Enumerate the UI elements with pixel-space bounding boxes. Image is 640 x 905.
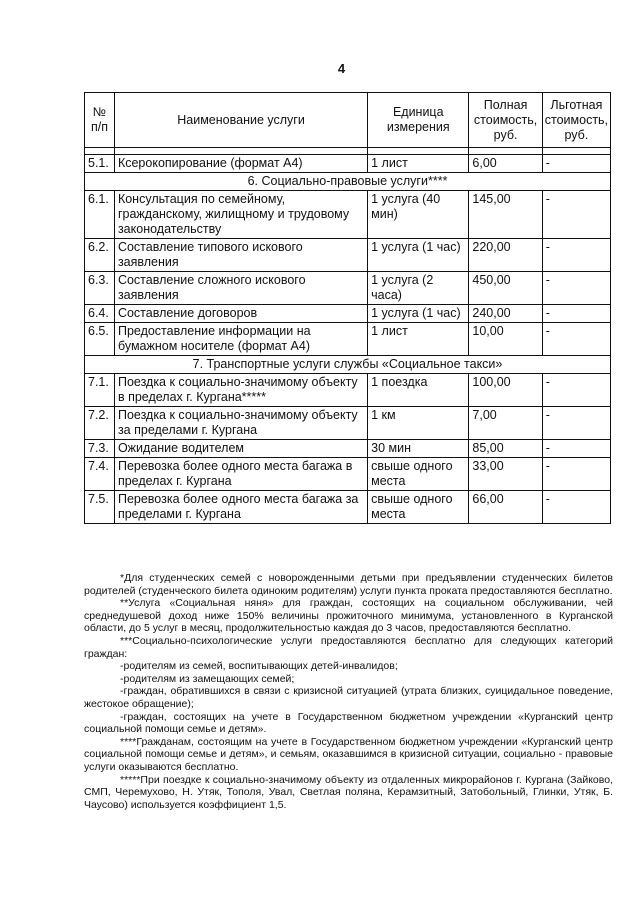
row-full-cost: 66,00 (469, 491, 542, 524)
table-row (85, 407, 611, 440)
row-discount-cost: - (542, 239, 610, 272)
row-name: Поездка к социально-значимому объекту в пределах г. Кургана***** (114, 374, 367, 407)
row-name: Предоставление информации на бумажном носителе (формат А4) (114, 323, 367, 356)
row-full-cost: 6,00 (469, 155, 542, 173)
row-full-cost: 145,00 (469, 191, 542, 239)
table-row (85, 458, 611, 491)
header-unit: Единица измерения (368, 93, 469, 148)
row-name: Поездка к социально-значимому объекту за пределами г. Кургана (114, 407, 367, 440)
row-full-cost: 240,00 (469, 305, 542, 323)
row-unit: свыше одного места (368, 458, 469, 491)
row-num: 7.4. (85, 458, 115, 491)
footnote-3-item: -родителям из замещающих семей; (120, 672, 295, 685)
row-unit: 1 лист (368, 155, 469, 173)
row-name: Ксерокопирование (формат А4) (114, 155, 367, 173)
row-num: 6.1. (85, 191, 115, 239)
header-gap-row (85, 148, 611, 155)
row-num: 5.1. (85, 155, 115, 173)
row-name: Перевозка более одного места багажа в пределах г. Кургана (114, 458, 367, 491)
section-row (85, 173, 611, 191)
footnote-3-item: -родителям из семей, воспитывающих детей-инвалидов; (120, 660, 398, 673)
row-full-cost: 85,00 (469, 440, 542, 458)
row-full-cost: 7,00 (469, 407, 542, 440)
row-discount-cost: - (542, 323, 610, 356)
services-price-table (84, 92, 611, 524)
page-number: 4 (337, 61, 346, 76)
row-discount-cost: - (542, 458, 610, 491)
row-num: 6.2. (85, 239, 115, 272)
row-num: 6.3. (85, 272, 115, 305)
row-unit: 30 мин (368, 440, 469, 458)
row-name: Составление типового искового заявления (114, 239, 367, 272)
row-name: Составление сложного искового заявления (114, 272, 367, 305)
row-discount-cost: - (542, 491, 610, 524)
table-row (85, 323, 611, 356)
row-discount-cost: - (542, 407, 610, 440)
row-num: 7.2. (85, 407, 115, 440)
table-row (85, 374, 611, 407)
row-unit: 1 поездка (368, 374, 469, 407)
table-row (85, 191, 611, 239)
header-name: Наименование услуги (114, 93, 367, 148)
section-row (85, 356, 611, 374)
row-full-cost: 220,00 (469, 239, 542, 272)
row-discount-cost: - (542, 155, 610, 173)
row-name: Консультация по семейному, гражданскому, жилищному и трудовому законодательству (114, 191, 367, 239)
header-full-cost: Полная стоимость, руб. (469, 93, 542, 148)
row-num: 7.1. (85, 374, 115, 407)
row-num: 7.5. (85, 491, 115, 524)
row-unit: 1 услуга (40 мин) (368, 191, 469, 239)
row-full-cost: 450,00 (469, 272, 542, 305)
header-discount-cost: Льготная стоимость, руб. (542, 93, 610, 148)
row-full-cost: 100,00 (469, 374, 542, 407)
row-unit: 1 лист (368, 323, 469, 356)
row-unit: 1 услуга (1 час) (368, 239, 469, 272)
section-6-title: 6. Социально-правовые услуги**** (85, 173, 611, 191)
row-name: Составление договоров (114, 305, 367, 323)
row-unit: свыше одного места (368, 491, 469, 524)
footnote-3-item: -граждан, обратившихся в связи с кризисной ситуацией (утрата близких, суицидальное поведение, жестокое обращение); (84, 685, 613, 710)
row-num: 6.5. (85, 323, 115, 356)
section-7-title: 7. Транспортные услуги службы «Социальное такси» (85, 356, 611, 374)
row-num: 6.4. (85, 305, 115, 323)
row-discount-cost: - (542, 305, 610, 323)
table-row (85, 239, 611, 272)
row-discount-cost: - (542, 440, 610, 458)
table-row (85, 272, 611, 305)
header-num: № п/п (85, 93, 115, 148)
footnote-3: ***Социально-психологические услуги предоставляются бесплатно для следующих категорий граждан: (84, 634, 613, 660)
row-name: Перевозка более одного места багажа за пределами г. Кургана (114, 491, 367, 524)
row-unit: 1 км (368, 407, 469, 440)
footnote-1: *Для студенческих семей с новорожденными детьми при предъявлении студенческих билетов родителей (студенческого билета одиноким родителям) услуги пункта проката предоставляются бесплатно. (84, 572, 613, 597)
table-row (85, 305, 611, 323)
footnotes (84, 572, 613, 811)
table-row (85, 440, 611, 458)
row-unit: 1 услуга (2 часа) (368, 272, 469, 305)
footnote-5: *****При поездке к социально-значимому объекту из отдаленных микрорайонов г. Кургана (Зайково, СМП, Черемухово, Н. Утяк, Тополя, Увал, Светлая поляна, Керамзитный, Затобольный, Глинки, Утяк, Б. Чаусово) используется коэффициент 1,5. (84, 773, 613, 811)
footnote-4: ****Гражданам, состоящим на учете в Государственном бюджетном учреждении «Курганский центр социальной помощи семье и детям», и семьям, оказавшимся в кризисной ситуации, социально - правовые услуги оказываются бесплатно. (84, 735, 613, 773)
table-header-row (85, 93, 611, 148)
table-row (85, 155, 611, 173)
row-name: Ожидание водителем (114, 440, 367, 458)
row-full-cost: 33,00 (469, 458, 542, 491)
row-unit: 1 услуга (1 час) (368, 305, 469, 323)
row-num: 7.3. (85, 440, 115, 458)
row-discount-cost: - (542, 374, 610, 407)
footnote-3-item: -граждан, состоящих на учете в Государственном бюджетном учреждении «Курганский центр социальной помощи семье и детям». (84, 710, 613, 736)
row-full-cost: 10,00 (469, 323, 542, 356)
row-discount-cost: - (542, 191, 610, 239)
table-row (85, 491, 611, 524)
row-discount-cost: - (542, 272, 610, 305)
footnote-2: **Услуга «Социальная няня» для граждан, состоящих на социальном обслуживании, чей среднедушевой доход ниже 150% величины прожиточного минимума, установленного в Курганской области, до 5 услуг в месяц, продолжительностью каждая до 3 часов, предоставляются бесплатно. (84, 597, 613, 635)
